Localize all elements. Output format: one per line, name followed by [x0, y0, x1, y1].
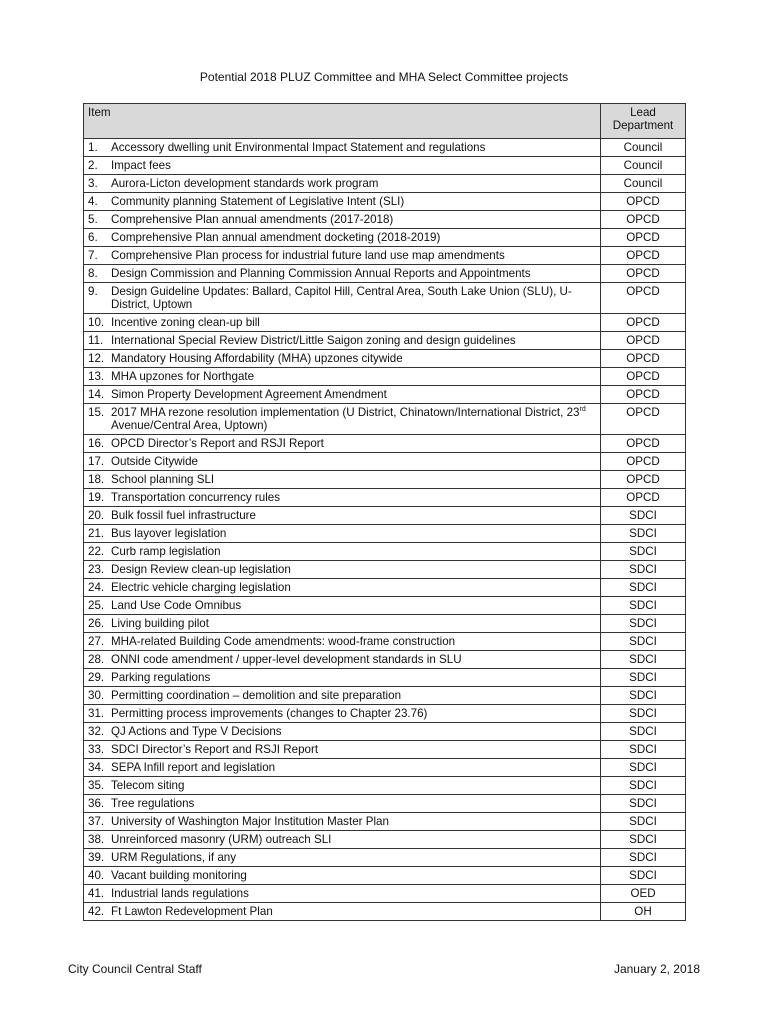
item-number: 36.	[88, 797, 105, 810]
item-text: ONNI code amendment / upper-level development standards in SLU	[111, 653, 462, 666]
item-content	[88, 491, 596, 504]
item-number: 20.	[88, 509, 105, 522]
item-text-superscript: rd	[579, 406, 586, 414]
lead-department-cell: SDCI	[601, 669, 686, 687]
item-cell	[84, 175, 601, 193]
table-row	[84, 229, 686, 247]
item-text: Design Commission and Planning Commission Annual Reports and Appointments	[111, 267, 531, 280]
lead-department-cell: SDCI	[601, 795, 686, 813]
lead-department-cell: OPCD	[601, 247, 686, 265]
item-text: School planning SLI	[111, 473, 215, 486]
item-cell	[84, 777, 601, 795]
lead-department-cell: SDCI	[601, 723, 686, 741]
item-text: Impact fees	[111, 159, 171, 172]
item-number: 17.	[88, 455, 105, 468]
lead-department-cell: OPCD	[601, 453, 686, 471]
projects-table	[83, 103, 686, 921]
item-number: 40.	[88, 869, 105, 882]
item-text: University of Washington Major Institution Master Plan	[111, 815, 389, 828]
item-content	[88, 833, 596, 846]
item-content	[88, 473, 596, 486]
item-text: Tree regulations	[111, 797, 195, 810]
item-number: 15.	[88, 406, 105, 419]
item-number: 2.	[88, 159, 98, 172]
item-content	[88, 437, 596, 450]
item-text: SDCI Director’s Report and RSJI Report	[111, 743, 319, 756]
table-row	[84, 247, 686, 265]
lead-department-cell: OPCD	[601, 283, 686, 314]
item-content	[88, 761, 596, 774]
table-row	[84, 849, 686, 867]
table-row	[84, 265, 686, 283]
item-number: 37.	[88, 815, 105, 828]
item-text: Bulk fossil fuel infrastructure	[111, 509, 256, 522]
table-row	[84, 435, 686, 453]
table-row	[84, 139, 686, 157]
table-row	[84, 633, 686, 651]
item-number: 38.	[88, 833, 105, 846]
lead-department-cell: SDCI	[601, 597, 686, 615]
item-cell	[84, 247, 601, 265]
item-text: Transportation concurrency rules	[111, 491, 281, 504]
item-content	[88, 388, 596, 401]
item-number: 32.	[88, 725, 105, 738]
item-number: 4.	[88, 195, 98, 208]
lead-department-cell: OPCD	[601, 332, 686, 350]
item-cell	[84, 849, 601, 867]
item-content	[88, 689, 596, 702]
item-text: Permitting process improvements (changes to Chapter 23.76)	[111, 707, 428, 720]
table-row	[84, 453, 686, 471]
item-cell	[84, 579, 601, 597]
table-row	[84, 579, 686, 597]
table-row	[84, 175, 686, 193]
item-content	[88, 599, 596, 612]
item-content	[88, 527, 596, 540]
table-row	[84, 597, 686, 615]
item-cell	[84, 453, 601, 471]
item-cell	[84, 885, 601, 903]
table-row	[84, 669, 686, 687]
item-cell	[84, 193, 601, 211]
item-number: 31.	[88, 707, 105, 720]
table-row	[84, 723, 686, 741]
footer-date: January 2, 2018	[613, 962, 700, 976]
item-text: Curb ramp legislation	[111, 545, 221, 558]
lead-department-cell: SDCI	[601, 777, 686, 795]
footer-author: City Council Central Staff	[68, 962, 202, 976]
item-number: 24.	[88, 581, 105, 594]
item-number: 1.	[88, 141, 98, 154]
item-text: Outside Citywide	[111, 455, 198, 468]
item-text: Incentive zoning clean-up bill	[111, 316, 260, 329]
item-cell	[84, 615, 601, 633]
lead-department-cell: OPCD	[601, 314, 686, 332]
item-number: 10.	[88, 316, 105, 329]
item-number: 29.	[88, 671, 105, 684]
item-text: Electric vehicle charging legislation	[111, 581, 291, 594]
item-number: 8.	[88, 267, 98, 280]
item-cell	[84, 669, 601, 687]
table-header-row	[84, 104, 686, 139]
item-content	[88, 707, 596, 720]
item-text: Community planning Statement of Legislative Intent (SLI)	[111, 195, 405, 208]
item-cell	[84, 525, 601, 543]
item-content	[88, 509, 596, 522]
item-cell	[84, 314, 601, 332]
lead-department-cell: SDCI	[601, 849, 686, 867]
item-text: QJ Actions and Type V Decisions	[111, 725, 282, 738]
item-cell	[84, 435, 601, 453]
item-content	[88, 851, 596, 864]
item-number: 16.	[88, 437, 105, 450]
table-row	[84, 885, 686, 903]
item-cell	[84, 489, 601, 507]
lead-department-cell: OPCD	[601, 404, 686, 435]
item-number: 35.	[88, 779, 105, 792]
table-row	[84, 332, 686, 350]
item-cell	[84, 867, 601, 885]
lead-department-cell: OPCD	[601, 386, 686, 404]
item-content	[88, 231, 596, 244]
item-number: 7.	[88, 249, 98, 262]
item-cell	[84, 471, 601, 489]
lead-department-cell: Council	[601, 139, 686, 157]
lead-department-cell: OPCD	[601, 229, 686, 247]
item-cell	[84, 795, 601, 813]
item-content	[88, 887, 596, 900]
lead-department-cell: SDCI	[601, 867, 686, 885]
item-text: Accessory dwelling unit Environmental Impact Statement and regulations	[111, 141, 486, 154]
lead-department-cell: SDCI	[601, 525, 686, 543]
item-content	[88, 671, 596, 684]
item-number: 34.	[88, 761, 105, 774]
lead-department-cell: SDCI	[601, 579, 686, 597]
item-number: 25.	[88, 599, 105, 612]
item-content	[88, 213, 596, 226]
item-text: Simon Property Development Agreement Amendment	[111, 388, 387, 401]
item-number: 6.	[88, 231, 98, 244]
lead-department-cell: SDCI	[601, 741, 686, 759]
table-row	[84, 867, 686, 885]
item-number: 27.	[88, 635, 105, 648]
table-row	[84, 831, 686, 849]
item-content	[88, 635, 596, 648]
item-cell	[84, 831, 601, 849]
item-cell	[84, 386, 601, 404]
item-text: MHA upzones for Northgate	[111, 370, 255, 383]
table-row	[84, 777, 686, 795]
item-cell	[84, 350, 601, 368]
item-cell	[84, 211, 601, 229]
table-row	[84, 404, 686, 435]
item-text: URM Regulations, if any	[111, 851, 237, 864]
table-row	[84, 350, 686, 368]
item-text: OPCD Director’s Report and RSJI Report	[111, 437, 324, 450]
item-text: Unreinforced masonry (URM) outreach SLI	[111, 833, 332, 846]
lead-department-cell: SDCI	[601, 615, 686, 633]
item-cell	[84, 687, 601, 705]
table-row	[84, 813, 686, 831]
item-content	[88, 653, 596, 666]
item-text: Vacant building monitoring	[111, 869, 247, 882]
table-row	[84, 193, 686, 211]
lead-department-cell: OH	[601, 903, 686, 921]
item-content	[88, 249, 596, 262]
item-cell	[84, 507, 601, 525]
item-cell	[84, 543, 601, 561]
item-number: 22.	[88, 545, 105, 558]
item-column-header: Item	[84, 104, 601, 139]
item-number: 23.	[88, 563, 105, 576]
item-text: Mandatory Housing Affordability (MHA) upzones citywide	[111, 352, 403, 365]
item-number: 30.	[88, 689, 105, 702]
item-text: Parking regulations	[111, 671, 211, 684]
item-content	[88, 743, 596, 756]
item-content	[88, 815, 596, 828]
lead-department-cell: OPCD	[601, 350, 686, 368]
lead-department-cell: SDCI	[601, 687, 686, 705]
item-text: Comprehensive Plan annual amendment docketing (2018-2019)	[111, 231, 441, 244]
item-cell	[84, 368, 601, 386]
lead-department-cell: SDCI	[601, 831, 686, 849]
item-content	[88, 406, 596, 432]
table-row	[84, 525, 686, 543]
item-cell	[84, 903, 601, 921]
item-number: 9.	[88, 285, 98, 298]
table-row	[84, 705, 686, 723]
item-number: 11.	[88, 334, 104, 347]
item-number: 28.	[88, 653, 105, 666]
lead-department-cell: SDCI	[601, 813, 686, 831]
lead-department-cell: Council	[601, 175, 686, 193]
item-number: 21.	[88, 527, 105, 540]
table-row	[84, 759, 686, 777]
item-text: Living building pilot	[111, 617, 209, 630]
item-cell	[84, 651, 601, 669]
table-row	[84, 651, 686, 669]
item-text: Comprehensive Plan process for industrial future land use map amendments	[111, 249, 505, 262]
item-number: 3.	[88, 177, 98, 190]
item-cell	[84, 813, 601, 831]
item-content	[88, 905, 596, 918]
table-row	[84, 687, 686, 705]
item-content	[88, 334, 596, 347]
item-cell	[84, 597, 601, 615]
item-cell	[84, 283, 601, 314]
lead-department-cell: OPCD	[601, 489, 686, 507]
table-row	[84, 615, 686, 633]
item-content	[88, 455, 596, 468]
item-content	[88, 370, 596, 383]
item-text: International Special Review District/Little Saigon zoning and design guidelines	[111, 334, 516, 347]
item-cell	[84, 633, 601, 651]
item-cell	[84, 332, 601, 350]
item-content	[88, 195, 596, 208]
item-number: 19.	[88, 491, 105, 504]
lead-department-cell: SDCI	[601, 705, 686, 723]
item-number: 14.	[88, 388, 105, 401]
item-text: Bus layover legislation	[111, 527, 227, 540]
item-cell	[84, 265, 601, 283]
item-text: Land Use Code Omnibus	[111, 599, 242, 612]
lead-department-cell: OPCD	[601, 471, 686, 489]
item-content	[88, 141, 596, 154]
item-number: 26.	[88, 617, 105, 630]
lead-department-cell: OPCD	[601, 211, 686, 229]
item-cell	[84, 705, 601, 723]
item-text-part: 2017 MHA rezone resolution implementation (U District, Chinatown/International District, 23	[111, 406, 580, 419]
item-number: 18.	[88, 473, 105, 486]
lead-department-column-header: Lead Department	[601, 104, 686, 139]
item-cell	[84, 723, 601, 741]
lead-department-cell: SDCI	[601, 651, 686, 669]
item-text: Comprehensive Plan annual amendments (2017-2018)	[111, 213, 394, 226]
lead-department-cell: SDCI	[601, 759, 686, 777]
table-row	[84, 903, 686, 921]
item-content	[88, 316, 596, 329]
table-row	[84, 471, 686, 489]
item-number: 12.	[88, 352, 105, 365]
item-cell	[84, 404, 601, 435]
table-row	[84, 507, 686, 525]
item-text: Permitting coordination – demolition and site preparation	[111, 689, 402, 702]
table-row	[84, 741, 686, 759]
item-content	[88, 177, 596, 190]
item-text-part: Avenue/Central Area, Uptown)	[111, 419, 268, 432]
table-row	[84, 386, 686, 404]
lead-department-cell: OPCD	[601, 193, 686, 211]
item-content	[88, 797, 596, 810]
item-text: Aurora-Licton development standards work program	[111, 177, 379, 190]
item-cell	[84, 741, 601, 759]
lead-department-cell: OPCD	[601, 368, 686, 386]
item-cell	[84, 229, 601, 247]
lead-department-cell: OED	[601, 885, 686, 903]
item-number: 33.	[88, 743, 105, 756]
table-row	[84, 543, 686, 561]
item-cell	[84, 759, 601, 777]
item-text: Design Review clean-up legislation	[111, 563, 291, 576]
table-row	[84, 489, 686, 507]
item-number: 41.	[88, 887, 105, 900]
lead-department-cell: SDCI	[601, 633, 686, 651]
item-text: Ft Lawton Redevelopment Plan	[111, 905, 273, 918]
item-content	[88, 267, 596, 280]
item-number: 13.	[88, 370, 105, 383]
item-content	[88, 779, 596, 792]
item-content	[88, 159, 596, 172]
item-text: SEPA Infill report and legislation	[111, 761, 276, 774]
lead-department-cell: SDCI	[601, 561, 686, 579]
item-content	[88, 581, 596, 594]
lead-department-cell: Council	[601, 157, 686, 175]
item-text: Telecom siting	[111, 779, 185, 792]
lead-department-cell: OPCD	[601, 265, 686, 283]
lead-department-cell: OPCD	[601, 435, 686, 453]
table-row	[84, 157, 686, 175]
table-row	[84, 795, 686, 813]
item-text: Industrial lands regulations	[111, 887, 249, 900]
item-number: 42.	[88, 905, 105, 918]
lead-department-cell: SDCI	[601, 507, 686, 525]
item-cell	[84, 157, 601, 175]
item-content	[88, 725, 596, 738]
item-content	[88, 869, 596, 882]
table-row	[84, 561, 686, 579]
item-cell	[84, 561, 601, 579]
table-row	[84, 368, 686, 386]
item-number: 5.	[88, 213, 98, 226]
table-body	[84, 139, 686, 921]
item-number: 39.	[88, 851, 105, 864]
item-content	[88, 563, 596, 576]
lead-department-cell: SDCI	[601, 543, 686, 561]
table-row	[84, 211, 686, 229]
item-text	[111, 406, 596, 432]
table-row	[84, 314, 686, 332]
item-content	[88, 617, 596, 630]
document-title: Potential 2018 PLUZ Committee and MHA Select Committee projects	[199, 70, 569, 84]
table-row	[84, 283, 686, 314]
item-content	[88, 285, 596, 311]
item-content	[88, 545, 596, 558]
item-text: MHA-related Building Code amendments: wood-frame construction	[111, 635, 456, 648]
item-content	[88, 352, 596, 365]
item-cell	[84, 139, 601, 157]
item-text: Design Guideline Updates: Ballard, Capitol Hill, Central Area, South Lake Union (SLU), U-District, Uptown	[111, 285, 572, 311]
